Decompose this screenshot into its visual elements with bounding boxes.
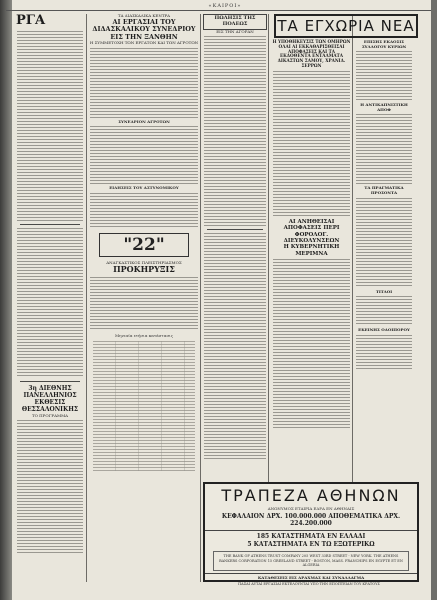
article-headline: ΑΙ ΕΡΓΑΣΙΑΙ ΤΟΥ ΔΙΔΑΣΚΑΛΙΚΟΥ ΣΥΝΕΔΡΙΟΥ ΕΙΣ ΤΗΝ ΞΑΝΘΗΝ [92,17,196,41]
article-divider [20,381,80,382]
article-text [17,420,83,555]
article-headline: Η ΑΝΤΙΚΑΠΝΙΣΤΙΚΗ ΑΠΟΦ [360,102,408,112]
bank-addresses: THE BANK OF ATHENS TRUST COMPANY 205 WEST 33RD STREET - NEW YORK. THE ATHENS BANKERS CORPORATION 15 GREELAND STREET - BOSTON, MASS. FRANCHIPS EN EGYPTE ET EN ALGERIA [213,551,409,571]
left-column [16,14,84,582]
article-headline: 3η ΔΙΕΘΝΗΣ ΠΑΝΕΛΛΗΝΙΟΣ ΕΚΘΕΣΙΣ ΘΕΣΣΑΛΟΝΙΚΗΣ [21,384,79,413]
article-kicker: ΤΑ ΔΙΑΣΚΑΛΙΚΑ ΚΕΝΤΡΑ [117,13,171,18]
article-text [273,259,350,429]
issue-badge: "22" [99,233,189,257]
article-subhead: ΕΙΣ ΤΗΝ ΑΓΟΡΑΝ [216,28,254,34]
article-subhead: ΤΟ ΠΡΟΓΡΑΜΜΑ [31,412,69,418]
bank-branches-domestic: 185 ΚΑΤΑΣΤΗΜΑΤΑ ΕΝ ΕΛΛΑΔΙ [205,530,417,540]
binding-edge [0,0,12,600]
column-divider [86,14,87,582]
article-text [356,114,412,184]
middle-column [89,14,199,582]
section-head: ΕΙΔΗΣΕΙΣ ΤΟΥ ΑΣΤΥΝΟΜΙΚΟΥ [109,185,179,191]
article-divider [20,224,80,225]
lead-headline: Η ΥΠΟΘΗΚΕΥΣΙΣ ΤΩΝ ΟΜΗΡΩΝ ΟΛΑΙ ΑΙ ΕΚΚΑΘΑΡΙΣΘΕΙΣΑΙ ΑΠΟΦΑΣΕΙΣ ΚΑΙ ΤΑ ΕΚΔΟΘΕΝΤΑ ΕΝΤΑΛΜΑΤΑ ΔΙΚΑΣΤΩΝ ΣΑΜΟΥ, ΧΡΑΝΙΔ. ΣΕΡΡΩΝ [272,39,351,69]
bank-branches-abroad: 5 ΚΑΤΑΣΤΗΜΑΤΑ ΕΝ ΤΩ ΕΞΩΤΕΡΙΚΩ [247,541,375,548]
notice-headline: ΠΡΟΚΗΡΥΞΙΣ [113,264,175,275]
article-headline: ΕΠΙΣΗΣ ΕΚΔΟΣΙΣ ΣΥΛΛΟΓΟΥ ΚΥΡΙΩΝ [361,39,407,49]
lead-headline-3: Η ΚΥΒΕΡΝΗΤΙΚΗ ΜΕΡΙΜΝΑ [283,244,340,257]
article-divider [207,229,263,230]
masthead: «ΚΑΙΡΟΙ» [208,3,242,9]
article-headline: ΤΑ ΠΡΑΓΜΑΤΙΚΑ ΠΡΟΣΟΝΤΑ [364,185,404,195]
article-text [356,296,412,326]
page-footer: ΠΑΣΑΙ ΑΥΤΑΙ ΕΡΓΑΣΙΑΙ ΕΚΤΕΛΟΥΝΤΑΙ ΥΠΟ ΤΗΝ ΕΠΟΠΤΕΙΑΝ ΤΟΥ ΚΡΑΤΟΥΣ [238,582,380,586]
scan-edge [431,0,437,600]
article-subhead: ΑΝΑΓΚΑΣΤΙΚΟΣ ΠΛΕΙΣΤΗΡΙΑΣΜΟΣ [106,259,182,265]
article-text [356,198,412,288]
article-text [17,31,83,221]
section-banner: ΤΑ ΕΓΧΩΡΙΑ ΝΕΑ [274,14,418,38]
article-text [90,193,198,229]
lead-headline-2: ΑΙ ΑΝΗΘΕΙΣΑΙ ΑΠΟΦΑΣΕΙΣ ΠΕΡΙ ΦΟΡΟΛΟΓ. ΔΙΕΥΚΟΛΥΝΣΕΩΝ [283,218,340,244]
bank-deposits: ΚΑΤΑΘΕΣΕΙΣ ΕΙΣ ΔΡΑΧΜΑΣ ΚΑΙ ΣΥΝΑΛΛΑΓΜΑ [205,573,417,580]
article-text [356,335,412,371]
article-headline: ΤΙΤΛΟΙ [375,288,393,294]
bank-capital: ΚΕΦΑΛΑΙΟΝ ΔΡΧ. 100.000.000 ΑΠΟΘΕΜΑΤΙΚΑ ΔΡΧ. 224.200.000 [221,513,401,527]
column-divider [200,14,201,582]
table-caption: Μηνιαία ετήσια κατάστασις [115,332,173,338]
article-headline: ΕΚΕΙΝΗΣ ΟΔΟΙΠΟΡΟΥ [358,327,410,333]
bank-advertisement [203,482,419,582]
article-text [273,71,350,216]
article-text [17,228,83,378]
article-text [204,233,266,461]
article-text [204,36,266,226]
top-rule [6,10,431,11]
article-text [356,51,412,101]
article-text [90,48,198,118]
statistics-table [93,341,195,471]
bank-title: ΤΡΑΠΕΖΑ ΑΘΗΝΩΝ [221,486,401,505]
column-head: ΡΓΑ [16,13,46,28]
article-text [90,277,198,331]
section-head: ΣΥΝΕΔΡΙΟΝ ΑΓΡΟΤΩΝ [118,118,170,124]
article-text [90,126,198,184]
article-subhead: Η ΣΥΜΜΕΤΟΧΗ ΤΩΝ ΕΡΓΑΤΩΝ ΚΑΙ ΤΩΝ ΑΓΡΟΤΩΝ [89,40,199,45]
article-headline: ΠΩΛΗΣΙΣ ΤΗΣ ΠΟΛΕΩΣ [203,14,267,30]
bank-subtitle: ΑΝΩΝΥΜΟΣ ΕΤΑΙΡΙΑ ΕΔΡΑ ΕΝ ΑΘΗΝΑΙΣ [267,506,355,511]
